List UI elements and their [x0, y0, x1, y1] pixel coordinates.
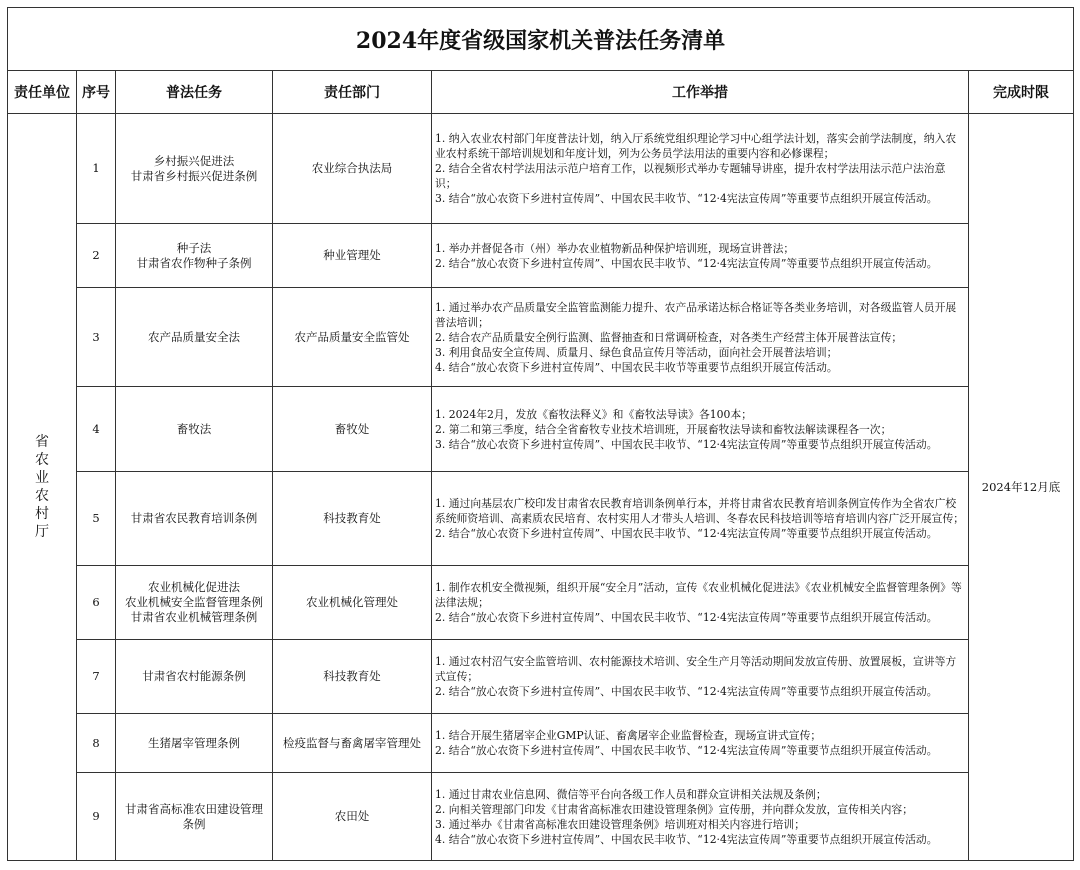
row-task — [116, 472, 273, 566]
measure-item: 1. 通过农村沼气安全监管培训、农村能源技术培训、安全生产月等活动期间发放宣传册、放置展板，宣讲等方式宣传； — [435, 655, 957, 683]
row-dept: 种业管理处 — [273, 224, 432, 288]
task-line: 种子法 — [176, 240, 212, 255]
row-measures — [432, 472, 969, 566]
measure-item: 4. 结合“放心农资下乡进村宣传周”、中国农民丰收节等重要节点组织开展宣传活动。 — [435, 360, 838, 374]
row-measures — [432, 566, 969, 640]
row-task — [116, 224, 273, 288]
row-dept: 农产品质量安全监管处 — [273, 288, 432, 387]
measure-item: 1. 通过甘肃农业信息网、微信等平台向各级工作人员和群众宣讲相关法规及条例； — [435, 787, 827, 801]
measure-item: 2. 结合“放心农资下乡进村宣传周”、中国农民丰收节、“12·4宪法宣传周”等重要节点组织开展宣传活动。 — [435, 685, 938, 698]
header-dept: 责任部门 — [273, 71, 432, 114]
row-seq: 6 — [77, 566, 116, 640]
task-line: 乡村振兴促进法 — [153, 153, 235, 168]
measure-item: 2. 结合“放心农资下乡进村宣传周”、中国农民丰收节、“12·4宪法宣传周”等重要节点组织开展宣传活动。 — [435, 256, 938, 270]
measure-item: 3. 结合“放心农资下乡进村宣传周”、中国农民丰收节、“12·4宪法宣传周”等重要节点组织开展宣传活动。 — [435, 437, 938, 451]
task-line: 甘肃省农作物种子条例 — [136, 255, 252, 270]
measure-item: 2. 结合全省农村学法用法示范户培育工作，以视频形式举办专题辅导讲座，提升农村学法用法示范户法治意识； — [435, 162, 946, 190]
task-line: 甘肃省高标准农田建设管理 — [125, 801, 263, 816]
row-task — [116, 773, 273, 861]
measure-item: 3. 利用食品安全宣传周、质量月、绿色食品宣传月等活动，面向社会开展普法培训； — [435, 345, 838, 359]
unit-char: 农 — [35, 452, 49, 468]
row-measures — [432, 224, 969, 288]
row-dept: 畜牧处 — [273, 387, 432, 472]
row-measures — [432, 714, 969, 773]
table-row — [8, 566, 1074, 640]
task-line: 农业机械安全监督管理条例 — [125, 595, 263, 609]
row-dept: 农业综合执法局 — [273, 114, 432, 224]
row-dept: 科技教育处 — [273, 472, 432, 566]
row-seq: 1 — [77, 114, 116, 224]
header-row — [8, 71, 1074, 114]
row-dept: 农田处 — [273, 773, 432, 861]
measure-item: 4. 结合“放心农资下乡进村宣传周”、中国农民丰收节、“12·4宪法宣传周”等重要节点组织开展宣传活动。 — [435, 832, 938, 846]
row-task — [116, 566, 273, 640]
table-row — [8, 387, 1074, 472]
unit-char: 厅 — [35, 524, 49, 540]
row-seq: 3 — [77, 288, 116, 387]
responsible-unit — [8, 114, 77, 861]
row-dept: 农业机械化管理处 — [273, 566, 432, 640]
header-seq: 序号 — [77, 71, 116, 114]
row-seq: 2 — [77, 224, 116, 288]
measure-item: 3. 通过举办《甘肃省高标准农田建设管理条例》培训班对相关内容进行培训； — [435, 817, 806, 831]
header-measures: 工作举措 — [432, 71, 969, 114]
table-row — [8, 472, 1074, 566]
table-row — [8, 714, 1074, 773]
measure-item: 1. 通过举办农产品质量安全监管监测能力提升、农产品承诺达标合格证等各类业务培训，对各级监管人员开展普法培训； — [435, 300, 957, 329]
unit-char: 村 — [35, 506, 49, 522]
row-measures — [432, 387, 969, 472]
page-title: 2024年度省级国家机关普法任务清单 — [8, 8, 1074, 71]
row-seq: 8 — [77, 714, 116, 773]
header-deadline: 完成时限 — [969, 71, 1074, 114]
row-measures — [432, 114, 969, 224]
task-line: 甘肃省农民教育培训条例 — [130, 511, 258, 525]
row-seq: 5 — [77, 472, 116, 566]
table-row — [8, 288, 1074, 387]
measure-item: 2. 结合“放心农资下乡进村宣传周”、中国农民丰收节、“12·4宪法宣传周”等重要节点组织开展宣传活动。 — [435, 611, 938, 624]
header-task: 普法任务 — [116, 71, 273, 114]
row-task — [116, 640, 273, 714]
table-row — [8, 640, 1074, 714]
task-line: 条例 — [182, 816, 206, 831]
unit-char: 农 — [35, 488, 49, 504]
row-task — [116, 288, 273, 387]
measure-item: 1. 结合开展生猪屠宰企业GMP认证、畜禽屠宰企业监督检查，现场宣讲式宣传； — [435, 729, 822, 742]
row-task — [116, 714, 273, 773]
measure-item: 1. 制作农机安全微视频，组织开展“安全月”活动，宣传《农业机械化促进法》《农业机械安全监督管理条例》等法律法规； — [435, 581, 962, 609]
row-measures — [432, 773, 969, 861]
header-unit: 责任单位 — [8, 71, 77, 114]
row-dept: 检疫监督与畜禽屠宰管理处 — [273, 714, 432, 773]
row-measures — [432, 288, 969, 387]
task-line: 畜牧法 — [176, 421, 212, 436]
measure-item: 2. 结合“放心农资下乡进村宣传周”、中国农民丰收节、“12·4宪法宣传周”等重要节点组织开展宣传活动。 — [435, 744, 938, 757]
task-table — [7, 7, 1074, 861]
table-row — [8, 114, 1074, 224]
task-line: 甘肃省农村能源条例 — [142, 669, 246, 683]
measure-item: 2. 结合农产品质量安全例行监测、监督抽查和日常调研检查，对各类生产经营主体开展普法宣传； — [435, 330, 903, 344]
row-seq: 9 — [77, 773, 116, 861]
task-line: 甘肃省乡村振兴促进条例 — [130, 168, 258, 183]
deadline-cell: 2024年12月底 — [969, 114, 1074, 861]
measure-item: 1. 通过向基层农广校印发甘肃省农民教育培训条例单行本，并将甘肃省农民教育培训条例宣传作为全省农广校系统师资培训、高素质农民培育、农村实用人才带头人培训、冬春农民科技培训等培育培训内容广泛开展宣传； — [435, 497, 965, 525]
row-seq: 4 — [77, 387, 116, 472]
measure-item: 1. 纳入农业农村部门年度普法计划，纳入厅系统党组织理论学习中心组学法计划，落实会前学法制度，纳入农业农村系统干部培训规划和年度计划，列为公务员学法用法的重要内容和必修课程； — [435, 132, 957, 160]
task-line: 农业机械化促进法 — [148, 580, 240, 594]
task-line: 甘肃省农业机械管理条例 — [130, 610, 258, 624]
measure-item: 3. 结合“放心农资下乡进村宣传周”、中国农民丰收节、“12·4宪法宣传周”等重要节点组织开展宣传活动。 — [435, 192, 938, 205]
table-row — [8, 224, 1074, 288]
row-dept: 科技教育处 — [273, 640, 432, 714]
measure-item: 2. 向相关管理部门印发《甘肃省高标准农田建设管理条例》宣传册，并向群众发放，宣传相关内容； — [435, 802, 913, 816]
measure-item: 1. 举办并督促各市（州）举办农业植物新品种保护培训班，现场宣讲普法； — [435, 241, 795, 255]
task-line: 农产品质量安全法 — [148, 329, 240, 344]
row-seq: 7 — [77, 640, 116, 714]
measure-item: 1. 2024年2月，发放《畜牧法释义》和《畜牧法导读》各100本； — [435, 407, 753, 421]
measure-item: 2. 结合“放心农资下乡进村宣传周”、中国农民丰收节、“12·4宪法宣传周”等重要节点组织开展宣传活动。 — [435, 527, 938, 540]
row-measures — [432, 640, 969, 714]
row-task — [116, 114, 273, 224]
task-line: 生猪屠宰管理条例 — [148, 735, 240, 750]
unit-char: 省 — [35, 434, 49, 450]
unit-char: 业 — [35, 470, 49, 486]
measure-item: 2. 第二和第三季度，结合全省畜牧专业技术培训班，开展畜牧法导读和畜牧法解读课程各一次； — [435, 422, 892, 436]
row-task — [116, 387, 273, 472]
table-row — [8, 773, 1074, 861]
